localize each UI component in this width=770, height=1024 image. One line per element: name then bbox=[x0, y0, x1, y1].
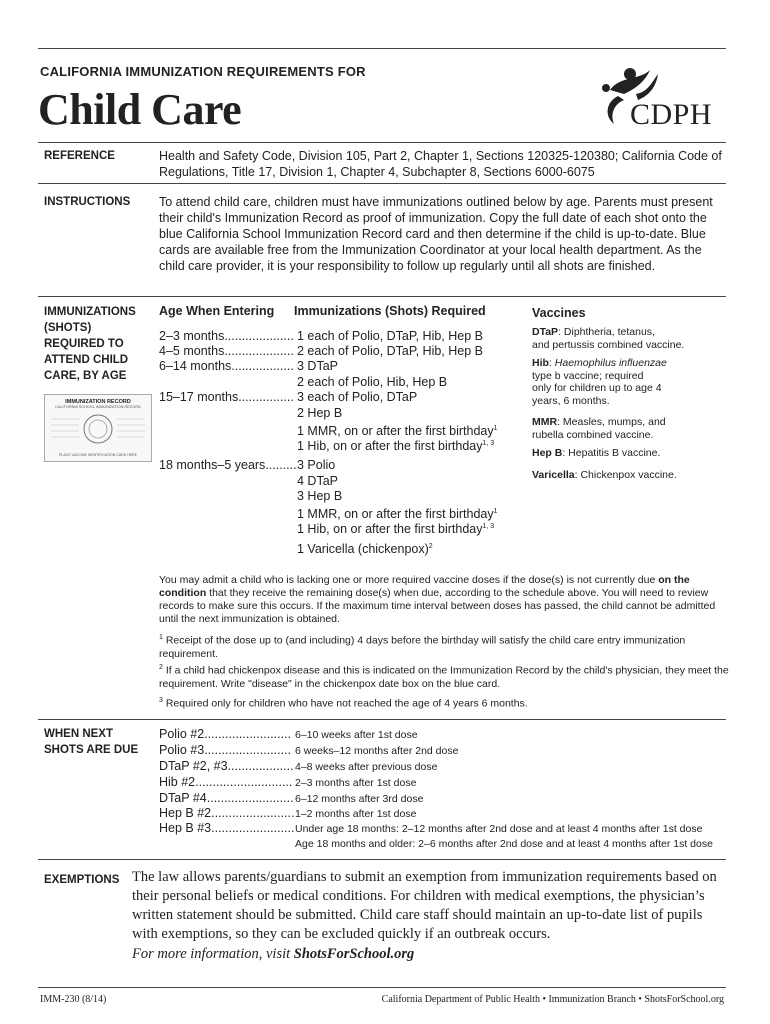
rule bbox=[38, 296, 726, 297]
vaccine-mmr: MMR: Measles, mumps, and rubella combined vaccine. bbox=[532, 416, 666, 441]
rule bbox=[38, 719, 726, 720]
schedule-row: 1 Hib, on or after the first birthday$^{1, 3}$ bbox=[297, 522, 495, 537]
immunizations-label: IMMUNIZATIONS (SHOTS) REQUIRED TO ATTEND CHILD CARE, BY AGE bbox=[44, 306, 136, 382]
column-header-vaccines: Vaccines bbox=[532, 306, 586, 320]
schedule-row: 1 Hib, on or after the first birthday$^{1, 3}$ bbox=[297, 439, 495, 454]
reference-text: Health and Safety Code, Division 105, Part 2, Chapter 1, Sections 120325-120380; California Code of Regulations, Title 17, Division 1, Chapter 4, Subchapter 8, Sections 6000-6075 bbox=[159, 149, 722, 179]
schedule-row: 2 Hep B bbox=[297, 406, 343, 420]
interval-row: Hib #2............................ 2–3 months after 1st dose bbox=[159, 775, 417, 789]
seal-icon bbox=[45, 395, 151, 461]
vaccine-hepb: Hep B: Hepatitis B vaccine. bbox=[532, 447, 661, 459]
schedule-row: 6–14 months.................. 3 DTaP bbox=[159, 359, 338, 373]
schedule-row: 18 months–5 years.........3 Polio bbox=[159, 458, 336, 472]
shotsforschool-link[interactable]: ShotsForSchool.org bbox=[293, 946, 415, 962]
schedule-row: 2 each of Polio, Hib, Hep B bbox=[297, 375, 448, 389]
rule bbox=[38, 142, 726, 143]
form-id: IMM-230 (8/14) bbox=[40, 994, 107, 1005]
footnote: $^1$ Receipt of the dose up to (and including) 4 days before the birthday will satisfy the child care entry immunization requirement. bbox=[159, 634, 686, 660]
schedule-row: 4 DTaP bbox=[297, 474, 338, 488]
interval-row: Hep B #3........................Under age 18 months: 2–12 months after 2nd dose and at least 4 months after 1st dose bbox=[159, 821, 703, 835]
interval-row: Age 18 months and older: 2–6 months after 2nd dose and at least 4 months after 1st dose bbox=[295, 838, 713, 850]
schedule-row: 3 Hep B bbox=[297, 489, 343, 503]
instructions-label: INSTRUCTIONS bbox=[44, 196, 131, 208]
exemptions-text: The law allows parents/guardians to submit an exemption from immunization requirements based on their personal beliefs or medical conditions. For children with medical exemptions, the physician’s written statement should be submitted. Child care staff should maintain an up-to-date list of pupils with exemptions, so they can be excluded quickly if an outbreak occurs. bbox=[132, 869, 717, 942]
footer-source: California Department of Public Health • Immunization Branch • ShotsForSchool.org bbox=[381, 994, 724, 1005]
cdph-logo bbox=[596, 60, 726, 140]
exemptions-label: EXEMPTIONS bbox=[44, 874, 120, 886]
vaccine-dtap: DTaP: Diphtheria, tetanus, and pertussis combined vaccine. bbox=[532, 326, 685, 351]
document-supertitle: CALIFORNIA IMMUNIZATION REQUIREMENTS FOR bbox=[40, 64, 366, 79]
vaccine-varicella: Varicella: Chickenpox vaccine. bbox=[532, 469, 677, 481]
top-rule bbox=[38, 48, 726, 49]
column-header-shots: Immunizations (Shots) Required bbox=[294, 304, 486, 318]
schedule-row: 15–17 months................ 3 each of Polio, DTaP bbox=[159, 390, 418, 404]
rule bbox=[38, 183, 726, 184]
vaccine-hib: Hib: Haemophilus influenzae type b vaccine; required only for children up to age 4 years, 6 months. bbox=[532, 357, 667, 407]
schedule-row: 1 MMR, on or after the first birthday$^1$ bbox=[297, 507, 498, 522]
rule bbox=[38, 859, 726, 860]
instructions-text: To attend child care, children must have immunizations outlined below by age. Parents must present their child's Immunization Record as proof of immunization. Copy the full date of each shot onto the blue California School Immunization Record card and then determine if the child is up-to-date. Blue cards are available free from the Immunization Coordinator at your local health department. As the child care provider, it is your responsibility to follow up regularly until all shots are finished. bbox=[159, 195, 713, 273]
logo-text: CDPH bbox=[630, 98, 713, 131]
footnote: $^2$ If a child had chickenpox disease and this is indicated on the Immunization Record by the child's physician, they meet the requirement. Write "disease" in the chickenpox date box on the blue card. bbox=[159, 664, 729, 690]
schedule-row: 2–3 months.................... 1 each of Polio, DTaP, Hib, Hep B bbox=[159, 329, 483, 343]
interval-row: Polio #2......................... 6–10 weeks after 1st dose bbox=[159, 727, 418, 741]
footnote: $^3$ Required only for children who have not reached the age of 4 years 6 months. bbox=[159, 697, 528, 710]
schedule-row: 1 MMR, on or after the first birthday$^1$ bbox=[297, 424, 498, 439]
column-header-age: Age When Entering bbox=[159, 304, 275, 318]
schedule-row: 4–5 months.................... 2 each of Polio, DTaP, Hib, Hep B bbox=[159, 344, 483, 358]
page-title: Child Care bbox=[38, 85, 242, 134]
admission-note: You may admit a child who is lacking one or more required vaccine doses if the dose(s) is not currently due on the condition that they receive the remaining dose(s) when due, according to the schedule above. You will need to review records to make sure this occurs. If the maximum time interval between doses has passed, the child cannot be admitted until the next immunization is obtained. bbox=[159, 574, 716, 625]
interval-row: Polio #3......................... 6 weeks–12 months after 2nd dose bbox=[159, 743, 459, 757]
schedule-row: 1 Varicella (chickenpox)$^2$ bbox=[297, 542, 433, 557]
interval-row: DTaP #4.........................6–12 months after 3rd dose bbox=[159, 791, 424, 805]
interval-row: DTaP #2, #3...................4–8 weeks after previous dose bbox=[159, 759, 438, 773]
reference-label: REFERENCE bbox=[44, 150, 115, 162]
more-info: For more information, visit ShotsForSchool.org bbox=[132, 946, 415, 962]
rule bbox=[38, 987, 726, 988]
when-next-label: WHEN NEXT SHOTS ARE DUE bbox=[44, 728, 139, 756]
immunization-record-card-image: IMMUNIZATION RECORD CALIFORNIA SCHOOL IMMUNIZATION RECORD PLACE VACCINE IDENTIFICATION CARD HERE bbox=[44, 394, 152, 462]
interval-row: Hep B #2........................1–2 months after 1st dose bbox=[159, 806, 417, 820]
